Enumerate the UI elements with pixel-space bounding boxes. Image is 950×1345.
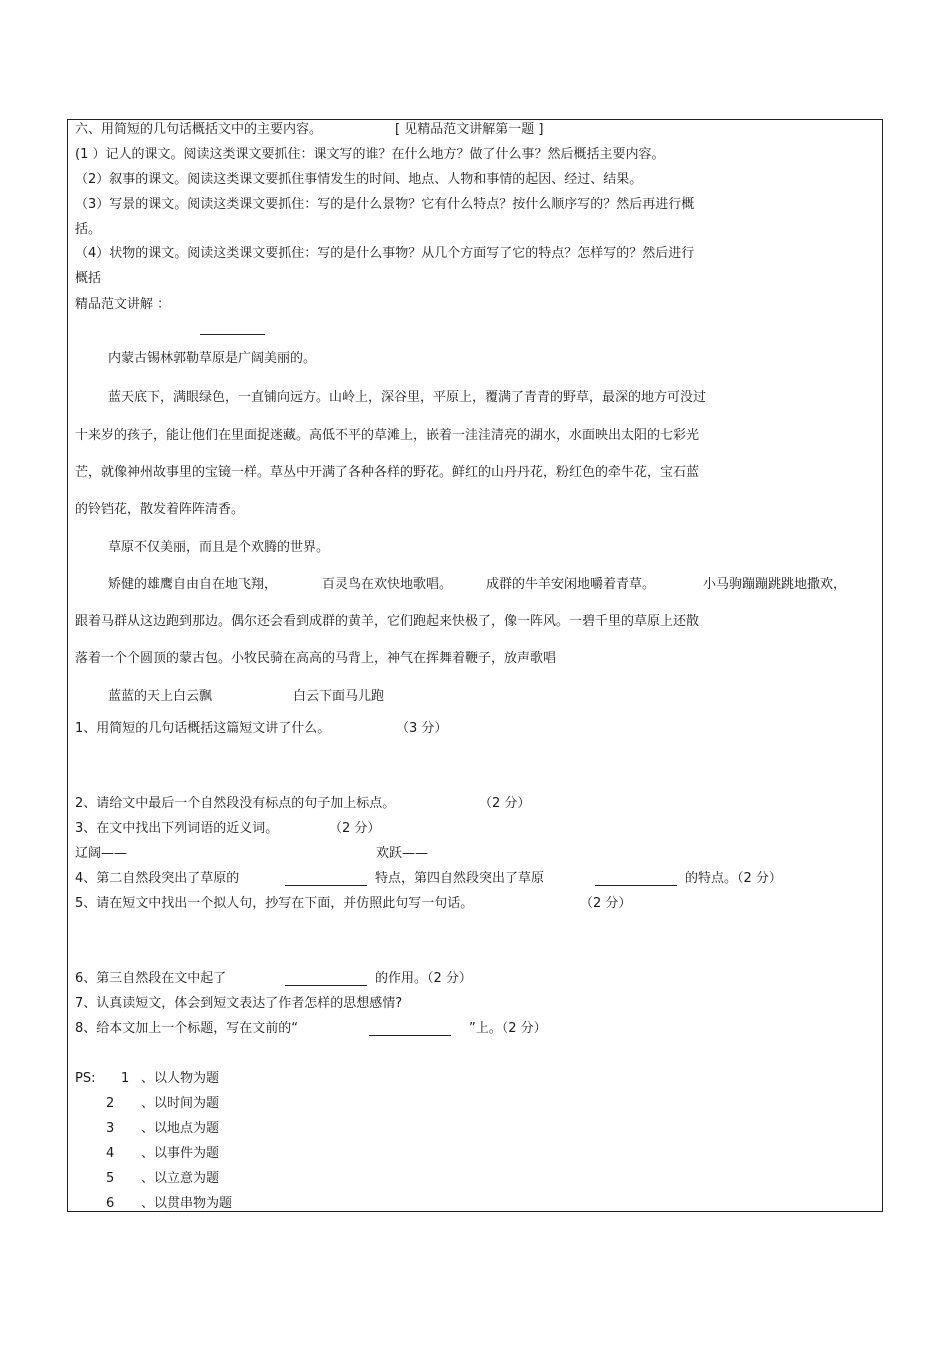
passage-p2-line3: 芒，就像神州故事里的宝镜一样。草丛中开满了各种各样的野花。鲜红的山丹丹花，粉红色的牵牛花，宝石蓝 (75, 465, 700, 480)
question-8-part-b: ”上。（2 分） (469, 1021, 547, 1036)
method-3-cont: 括。 (75, 222, 102, 237)
question-4-part-c: 的特点。（2 分） (685, 871, 782, 886)
question-4-part-a: 4、第二自然段突出了草原的 (75, 871, 240, 886)
question-6-part-b: 的作用。（2 分） (375, 971, 472, 986)
ps-item-text: 、以贯串物为题 (141, 1196, 233, 1211)
question-6-part-a: 6、第三自然段在文中起了 (75, 971, 227, 986)
question-3-word-a: 辽阔—— (75, 846, 128, 861)
passage-p3: 草原不仅美丽，而且是个欢腾的世界。 (108, 540, 330, 555)
question-1: 1、用简短的几句话概括这篇短文讲了什么。 (75, 721, 331, 736)
question-2-score: （2 分） (479, 796, 531, 811)
passage-p4-seg2: 百灵鸟在欢快地歌唱。 (322, 577, 453, 592)
question-8-blank[interactable] (369, 1035, 451, 1036)
ps-item-text: 、以人物为题 (141, 1071, 220, 1086)
ps-item-number: 5 (106, 1171, 115, 1186)
question-3: 3、在文中找出下列词语的近义词。 (75, 821, 279, 836)
ps-item-text: 、以地点为题 (141, 1121, 220, 1136)
section-reference: [ 见精品范文讲解第一题 ] (395, 122, 544, 137)
passage-p1: 内蒙古锡林郭勒草原是广阔美丽的。 (108, 351, 317, 366)
ps-item-number: 3 (106, 1121, 115, 1136)
question-5-score: （2 分） (580, 896, 632, 911)
question-7: 7、认真读短文，体会到短文表达了作者怎样的思想感情? (75, 996, 403, 1011)
passage-p4-seg4: 小马驹蹦蹦跳跳地撒欢， (703, 577, 847, 592)
title-blank-line (200, 334, 265, 335)
method-4: （4）状物的课文。阅读这类课文要抓住：写的是什么事物？从几个方面写了它的特点？怎样写的？然后进行 (75, 246, 695, 261)
question-4-part-b: 特点，第四自然段突出了草原 (375, 871, 545, 886)
passage-p2-line2: 十来岁的孩子，能让他们在里面捉迷藏。高低不平的草滩上，嵌着一洼洼清亮的湖水，水面映出太阳的七彩光 (75, 428, 700, 443)
section-title: 六、用简短的几句话概括文中的主要内容。 (75, 122, 323, 137)
question-4-blank-2[interactable] (595, 885, 677, 886)
method-2: （2）叙事的课文。阅读这类课文要抓住事情发生的时间、地点、人物和事情的起因、经过、结果。 (75, 172, 643, 187)
question-5: 5、请在短文中找出一个拟人句，抄写在下面，并仿照此句写一句话。 (75, 896, 474, 911)
ps-item-text: 、以事件为题 (141, 1146, 220, 1161)
question-1-score: （3 分） (396, 721, 448, 736)
question-4-blank-1[interactable] (285, 885, 367, 886)
question-3-score: （2 分） (329, 821, 381, 836)
question-2: 2、请给文中最后一个自然段没有标点的句子加上标点。 (75, 796, 396, 811)
passage-p4-seg3: 成群的牛羊安闲地嚼着青草。 (486, 577, 656, 592)
question-6-blank[interactable] (285, 985, 367, 986)
passage-p2-line1: 蓝天底下，满眼绿色，一直铺向远方。山岭上，深谷里，平原上，覆满了青青的野草，最深的地方可没过 (108, 390, 707, 405)
passage-p2-line4: 的铃铛花，散发着阵阵清香。 (75, 502, 245, 517)
ps-item-number: 4 (106, 1146, 115, 1161)
passage-p4-line2: 跟着马群从这边跑到那边。偶尔还会看到成群的黄羊，它们跑起来快极了，像一阵风。一碧千里的草原上还散 (75, 614, 700, 629)
passage-p4-seg1: 矫健的雄鹰自由自在地飞翔， (108, 577, 278, 592)
method-1: (1 ）记人的课文。阅读这类课文要抓住：课文写的谁？在什么地方？做了什么事？然后概括主要内容。 (75, 147, 665, 162)
ps-item-number: 6 (106, 1196, 115, 1211)
method-4-cont: 概括 (75, 271, 102, 286)
ps-item-number: 2 (106, 1096, 115, 1111)
song-line-b: 白云下面马儿跑 (293, 689, 385, 704)
method-3: （3）写景的课文。阅读这类课文要抓住：写的是什么景物？它有什么特点？按什么顺序写的？然后再进行概 (75, 197, 695, 212)
ps-label: PS: (75, 1071, 96, 1086)
song-line-a: 蓝蓝的天上白云飘 (108, 689, 213, 704)
question-3-word-b: 欢跃—— (376, 846, 429, 861)
ps-item-text: 、以时间为题 (141, 1096, 220, 1111)
ps-item-number: 1 (121, 1071, 130, 1086)
ps-item-text: 、以立意为题 (141, 1171, 220, 1186)
example-heading: 精品范文讲解 ： (75, 297, 171, 312)
question-8-part-a: 8、给本文加上一个标题，写在文前的“ (75, 1021, 299, 1036)
passage-p4-line3: 落着一个个圆顶的蒙古包。小牧民骑在高高的马背上，神气在挥舞着鞭子，放声歌唱 (75, 651, 557, 666)
